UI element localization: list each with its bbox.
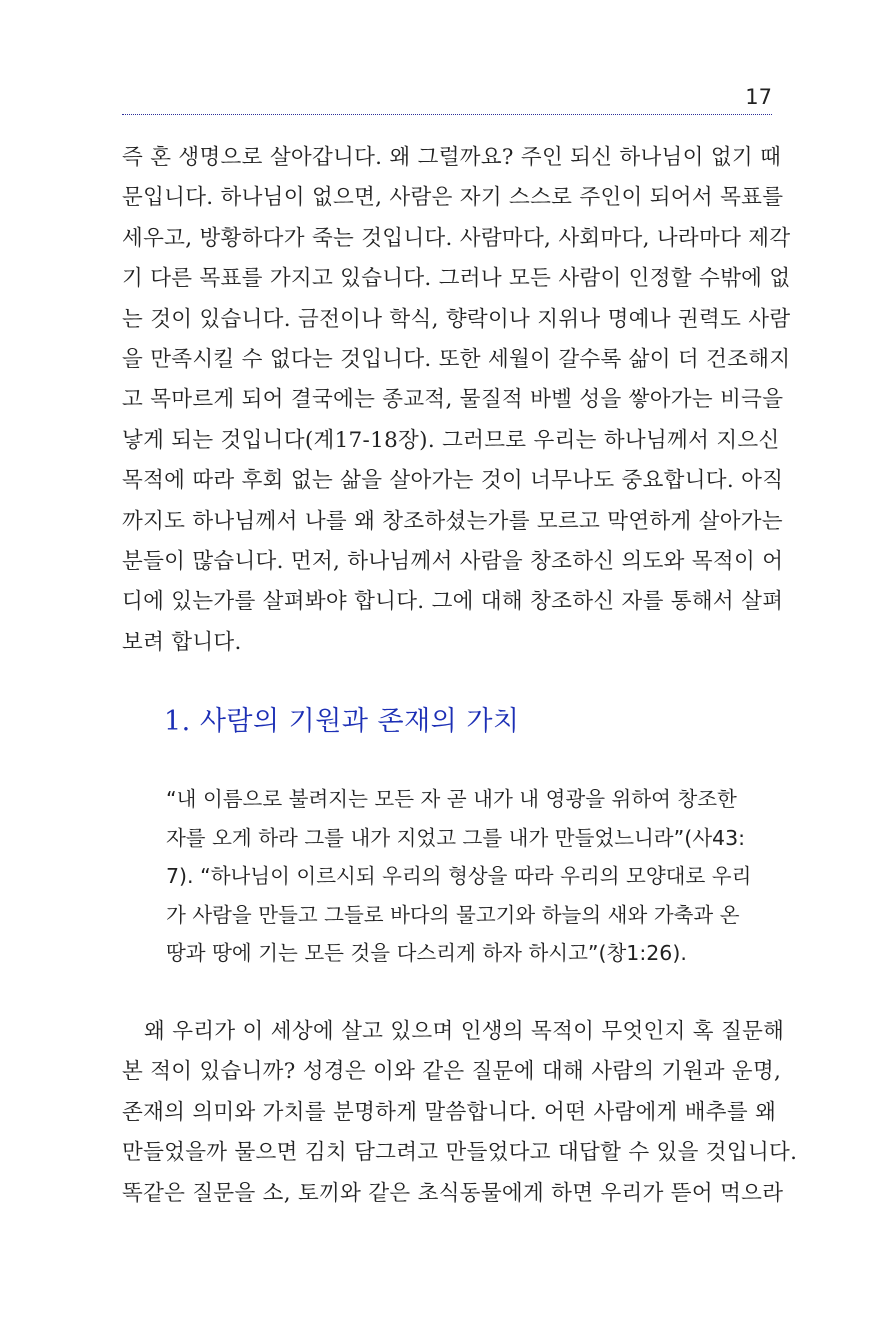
paragraph-line: 즉 혼 생명으로 살아갑니다. 왜 그럴까요? 주인 되신 하나님이 없기 때 bbox=[122, 145, 782, 170]
header-divider bbox=[122, 114, 772, 115]
paragraph-line: 을 만족시킬 수 없다는 것입니다. 또한 세월이 갈수록 삶이 더 건조해지 bbox=[122, 347, 791, 373]
paragraph-line: 까지도 하나님께서 나를 왜 창조하셨는가를 모르고 막연하게 살아가는 bbox=[122, 508, 783, 534]
paragraph-line: 만들었을까 물으면 김치 담그려고 만들었다고 대답할 수 있을 것입니다. bbox=[122, 1140, 798, 1166]
paragraph-line: 똑같은 질문을 소, 토끼와 같은 초식동물에게 하면 우리가 뜯어 먹으라 bbox=[122, 1180, 784, 1206]
paragraph-line: 문입니다. 하나님이 없으면, 사람은 자기 스스로 주인이 되어서 목표를 bbox=[122, 185, 784, 211]
scripture-quote bbox=[166, 780, 752, 973]
paragraph-line: 존재의 의미와 가치를 분명하게 말씀합니다. 어떤 사람에게 배추를 왜 bbox=[122, 1099, 777, 1125]
paragraph-line: 왜 우리가 이 세상에 살고 있으며 인생의 목적이 무엇인지 혹 질문해 bbox=[144, 1019, 785, 1044]
quote-line: 가 사람을 만들고 그들로 바다의 물고기와 하늘의 새와 가축과 온 bbox=[166, 902, 740, 927]
paragraph-line: 는 것이 있습니다. 금전이나 학식, 향락이나 지위나 명예나 권력도 사람 bbox=[122, 306, 791, 332]
paragraph-line: 목적에 따라 후회 없는 삶을 살아가는 것이 너무나도 중요합니다. 아직 bbox=[122, 468, 784, 494]
page-number: 17 bbox=[745, 85, 772, 109]
paragraph-line: 기 다른 목표를 가지고 있습니다. 그러나 모든 사람이 인정할 수밖에 없 bbox=[122, 266, 791, 292]
quote-line: 자를 오게 하라 그를 내가 지었고 그를 내가 만들었느니라”(사43: bbox=[166, 825, 746, 850]
paragraph-line: 보려 합니다. bbox=[122, 629, 242, 655]
body-paragraph-1 bbox=[122, 138, 791, 663]
paragraph-line: 디에 있는가를 살펴봐야 합니다. 그에 대해 창조하신 자를 통해서 살펴 bbox=[122, 589, 784, 615]
quote-line: 7). “하나님이 이르시되 우리의 형상을 따라 우리의 모양대로 우리 bbox=[166, 864, 752, 888]
paragraph-line: 세우고, 방황하다가 죽는 것입니다. 사람마다, 사회마다, 나라마다 제각 bbox=[122, 225, 791, 251]
paragraph-line: 낳게 되는 것입니다(계17-18장). 그러므로 우리는 하나님께서 지으신 bbox=[122, 427, 780, 453]
paragraph-line: 고 목마르게 되어 결국에는 종교적, 물질적 바벨 성을 쌓아가는 비극을 bbox=[122, 387, 784, 413]
paragraph-line: 분들이 많습니다. 먼저, 하나님께서 사람을 창조하신 의도와 목적이 어 bbox=[122, 549, 784, 575]
section-heading: 1. 사람의 기원과 존재의 가치 bbox=[164, 706, 520, 737]
paragraph-line: 본 적이 있습니까? 성경은 이와 같은 질문에 대해 사람의 기원과 운명, bbox=[122, 1059, 782, 1085]
body-paragraph-2 bbox=[122, 1012, 798, 1214]
quote-line: 땅과 땅에 기는 모든 것을 다스리게 하자 하시고”(창1:26). bbox=[166, 941, 687, 965]
quote-line: “내 이름으로 불려지는 모든 자 곧 내가 내 영광을 위하여 창조한 bbox=[166, 787, 737, 811]
